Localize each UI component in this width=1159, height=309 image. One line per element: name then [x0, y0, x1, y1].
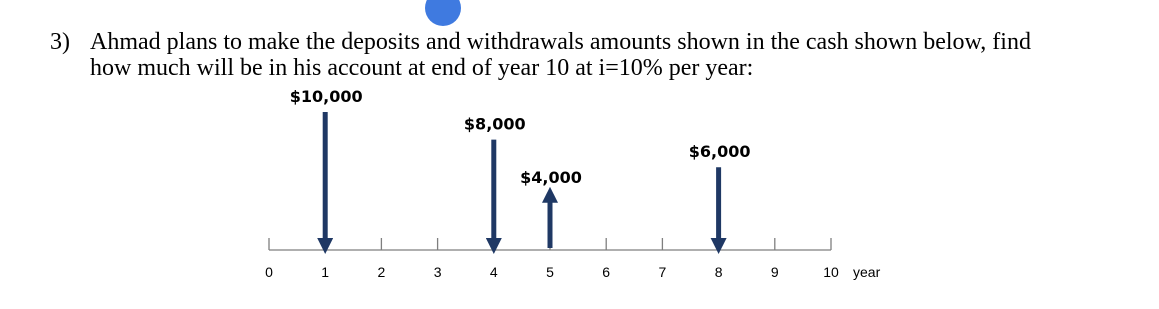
- period-label: 7: [658, 264, 667, 280]
- problem-number: 3): [50, 29, 70, 55]
- period-label: 1: [321, 264, 330, 280]
- problem-text-line-1: Ahmad plans to make the deposits and withdrawals amounts shown in the cash shown below, find: [90, 29, 1031, 55]
- period-label: 6: [602, 264, 611, 280]
- period-label: 8: [714, 264, 723, 280]
- period-label: 5: [546, 264, 554, 280]
- period-label: 9: [770, 264, 779, 280]
- period-label: 0: [265, 264, 273, 280]
- period-label: 3: [433, 264, 442, 280]
- cash-flow-amount-label: $6,000: [688, 142, 751, 162]
- cash-flow-amount-label: $10,000: [289, 87, 363, 106]
- period-label: 10: [823, 264, 839, 280]
- cash-flow-amount-label: $4,000: [520, 167, 582, 187]
- cash-flow-amount-label: $8,000: [463, 114, 526, 134]
- period-label: 2: [377, 264, 386, 280]
- period-label: 4: [489, 264, 498, 280]
- problem-text-line-2: how much will be in his account at end of year 10 at i=10% per year:: [90, 55, 754, 81]
- axis-unit-label: year: [853, 264, 881, 280]
